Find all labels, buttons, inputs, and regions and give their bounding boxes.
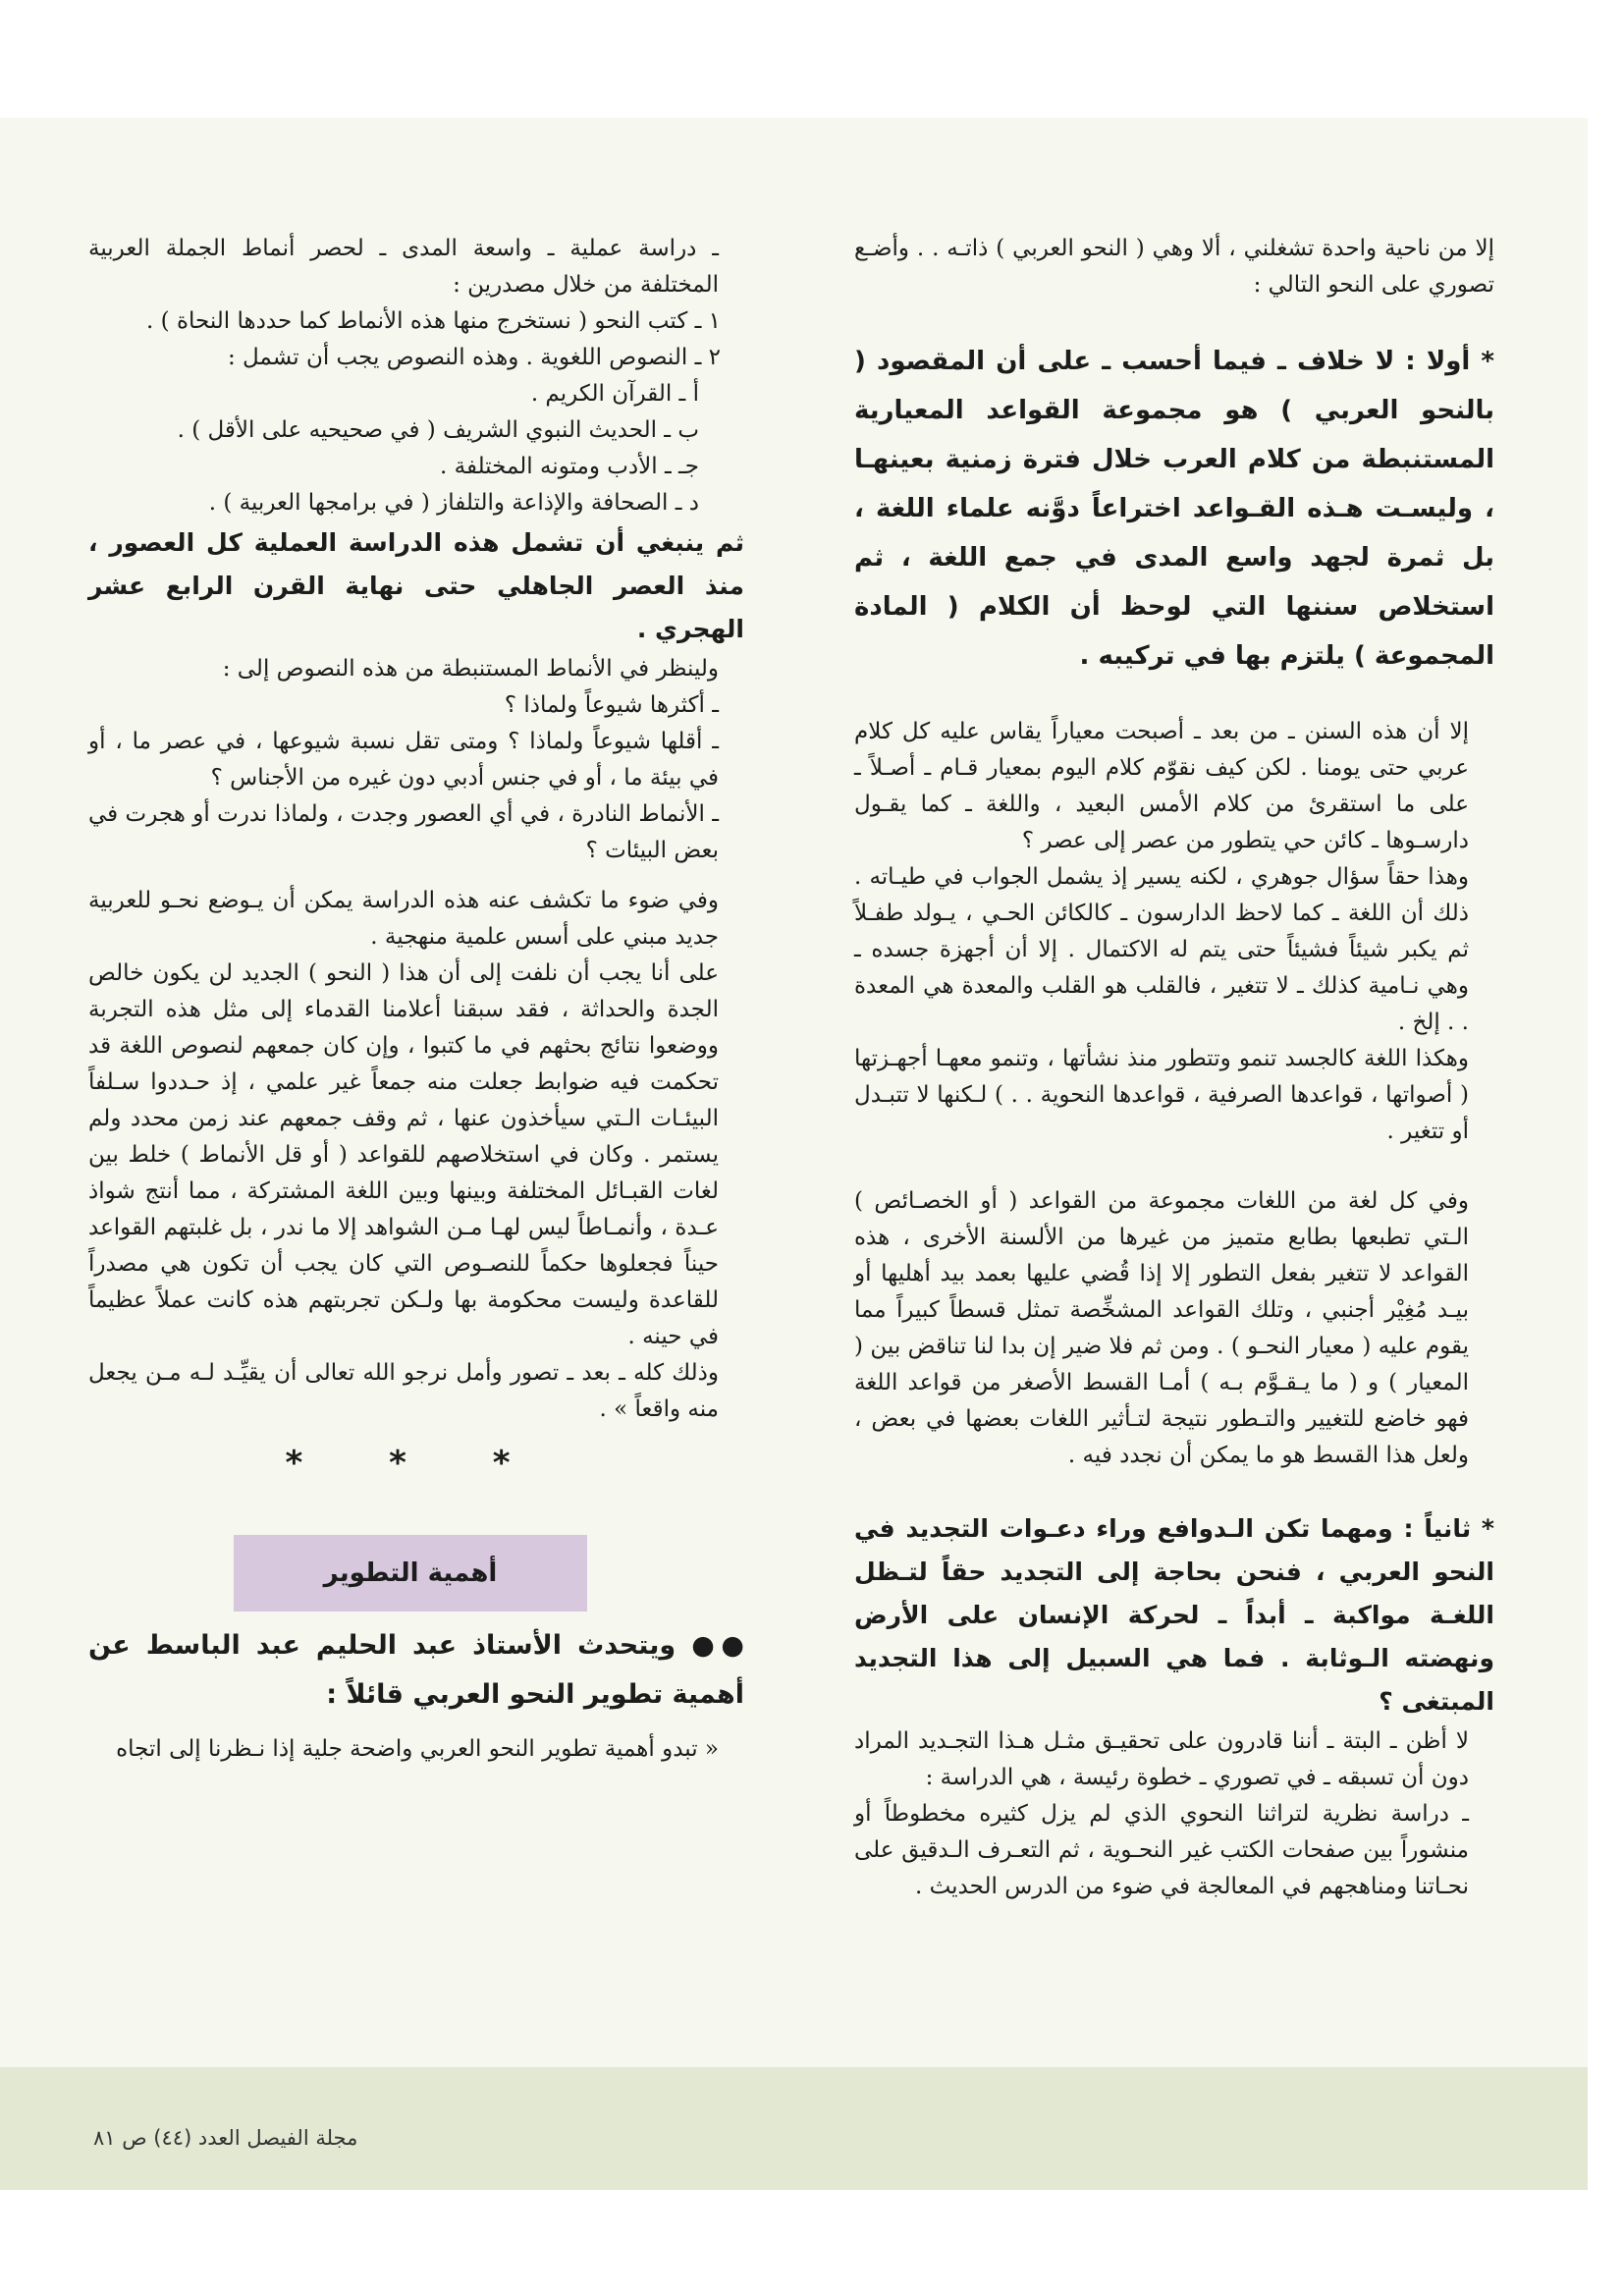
top-margin xyxy=(0,0,1623,118)
paragraph: ـ دراسة نظرية لتراثنا النحوي الذي لم يزل كثيره مخطوطاً أو منشوراً بين صفحات الكتب غير النحـوية ، ثم التعـرف الـدقيق على نحـاتنا ومناهجهم في المعالجة في ضوء من الدرس الحديث . xyxy=(854,1801,1469,1899)
paragraph: ولينظر في الأنماط المستنبطة من هذه النصوص إلى : xyxy=(222,656,719,682)
bold-paragraph: * ثانياً : ومهما تكن الـدوافع وراء دعـوات التجديد في النحو العربي ، فنحن بحاجة إلى التجديد حقاً لتـظل اللغـة مواكبة ـ أبداً ـ لحركة الإنسان على الأرض ونهضته الـوثابة . فما هي السبيل إلى هذا التجديد المبتغى ؟ xyxy=(854,1514,1494,1716)
bold-paragraph: ثم ينبغي أن تشمل هذه الدراسة العملية كل العصور ، منذ العصر الجاهلي حتى نهاية القرن الرابع عشر الهجري . xyxy=(88,528,744,643)
list-item: ١ ـ كتب النحو ( نستخرج منها هذه الأنماط كما حددها النحاة ) . xyxy=(146,308,721,334)
paragraph: وهذا حقاً سؤال جوهري ، لكنه يسير إذ يشمل الجواب في طيـاته . ذلك أن اللغة ـ كما لاحظ الدارسون ـ كالكائن الحـي ، يـولد طفـلاً ثم يكبر شيئاً فشيئاً حتى يتم له الاكتمال . إلا أن أجهزة جسده ـ وهي نـامية كذلك ـ لا تتغير ، فالقلب هو القلب والمعدة هي المعدة . . إلخ . xyxy=(854,864,1469,1035)
right-column xyxy=(854,231,1494,1905)
paragraph: على أنا يجب أن نلفت إلى أن هذا ( النحو ) الجديد لن يكون خالص الجدة والحداثة ، فقد سبقنا أعلامنا القدماء إلى مثل هذه التجربة ووضعوا نتائج بحثهم في ما كتبوا ، وإن كان جمعهم لنصوص اللغة قد تحكمت فيه ضوابط جعلت منه جمعاً غير علمي ، إذ حـددوا سـلفاً البيئـات الـتي سيأخذون عنها ، ثم وقف جمعهم عند زمن محدد ولم يستمر . وكان في استخلاصهم للقواعد ( أو قل الأنماط ) خلط بين لغات القبـائل المختلفة وبينها وبين اللغة المشتركة ، مما أنتج شواذ عـدة ، وأنمـاطاً ليس لهـا مـن الشواهد إلا ما ندر ، بل غلبتهم القواعد حيناً فجعلوها حكماً للنصـوص التي كان يجب أن تكون هي مصدراً للقاعدة وليست محكومة بها ولـكن تجربتهم هذه كانت عملاً عظيماً في حينه . xyxy=(88,960,719,1349)
sub-list-item: أ ـ القرآن الكريم . xyxy=(530,381,699,407)
list-item: ـ أكثرها شيوعاً ولماذا ؟ xyxy=(504,692,719,718)
sub-list-item: د ـ الصحافة والإذاعة والتلفاز ( في برامجها العربية ) . xyxy=(208,490,699,516)
paragraph: إلا من ناحية واحدة تشغلني ، ألا وهي ( النحو العربي ) ذاتـه . . وأضـع تصوري على النحو التالي : xyxy=(854,236,1494,298)
sub-list-item: ب ـ الحديث النبوي الشريف ( في صحيحيه على الأقل ) . xyxy=(177,417,699,443)
section-divider: * * * xyxy=(285,1444,548,1483)
bold-paragraph: * أولا : لا خلاف ـ فيما أحسب ـ على أن المقصود ( بالنحو العربي ) هو مجموعة القواعد المعيارية المستنبطة من كلام العرب خلال فترة زمنية بعينهـا ، وليسـت هـذه القـواعد اختراعاً دوَّنه علماء اللغة ، بل ثمرة لجهد واسع المدى في جمع اللغة ، ثم استخلاص سننها التي لوحظ أن الكلام ( المادة المجموعة ) يلتزم بها في تركيبه . xyxy=(854,347,1494,671)
paragraph: وهكذا اللغة كالجسد تنمو وتتطور منذ نشأتها ، وتنمو معهـا أجهـزتها ( أصواتها ، قواعدها الصرفية ، قواعدها النحوية . . ) لـكنها لا تتبـدل أو تتغير . xyxy=(854,1046,1469,1144)
section-title: أهمية التطوير xyxy=(323,1558,498,1588)
list-item: ـ الأنماط النادرة ، في أي العصور وجدت ، ولماذا ندرت أو هجرت في بعض البيئات ؟ xyxy=(88,801,719,863)
list-item: ـ أقلها شيوعاً ولماذا ؟ ومتى تقل نسبة شيوعها ، في عصر ما ، أو في بيئة ما ، أو في جنس أدبي دون غيره من الأجناس ؟ xyxy=(88,729,719,791)
section-title-box xyxy=(234,1535,587,1612)
left-column xyxy=(88,231,744,1768)
paragraph: وفي ضوء ما تكشف عنه هذه الدراسة يمكن أن يـوضع نحـو للعربية جديد مبني على أسس علمية منهجية . xyxy=(88,888,719,950)
quote-paragraph: « تبدو أهمية تطوير النحو العربي واضحة جلية إذا نـظرنا إلى اتجاه xyxy=(116,1736,719,1762)
paragraph: لا أظن ـ البتة ـ أننا قادرون على تحقيـق مثـل هـذا التجـديد المراد دون أن تسبقه ـ في تصوري ـ خطوة رئيسة ، هي الدراسة : xyxy=(854,1728,1469,1790)
sub-list-item: جـ ـ الأدب ومتونه المختلفة . xyxy=(439,454,699,479)
list-item: ٢ ـ النصوص اللغوية . وهذه النصوص يجب أن تشمل : xyxy=(227,345,721,370)
footer-citation: مجلة الفيصل العدد (٤٤) ص ٨١ xyxy=(93,2126,358,2150)
page-edge xyxy=(1588,118,1623,2067)
lead-paragraph: ●● ويتحدث الأستاذ عبد الحليم عبد الباسط عن أهمية تطوير النحو العربي قائلاً : xyxy=(88,1630,744,1710)
paragraph: وذلك كله ـ بعد ـ تصور وأمل نرجو الله تعالى أن يقيِّـد لـه مـن يجعل منه واقعاً » . xyxy=(88,1360,719,1422)
paragraph: إلا أن هذه السنن ـ من بعد ـ أصبحت معياراً يقاس عليه كل كلام عربي حتى يومنا . لكن كيف نقوّم كلام اليوم بمعيار قـام ـ أصـلاً ـ على ما استقرئ من كلام الأمس البعيد ، واللغة ـ كما يقـول دارسـوها ـ كائن حي يتطور من عصر إلى عصر ؟ xyxy=(854,719,1469,853)
paragraph: ـ دراسة عملية ـ واسعة المدى ـ لحصر أنماط الجملة العربية المختلفة من خلال مصدرين : xyxy=(88,236,719,298)
paragraph: وفي كل لغة من اللغات مجموعة من القواعد ( أو الخصـائص ) الـتي تطبعها بطابع متميز من غيرها من الألسنة الأخرى ، هذه القواعد لا تتغير بفعل التطور إلا إذا قُضي عليها بعمد بيد أهليها أو بيـد مُغِيْر أجنبي ، وتلك القواعد المشخِّصة تمثل قسطاً كبيراً مما يقوم عليه ( معيار النحـو ) . ومن ثم فلا ضير إن بدا لنا تناقض بين ( المعيار ) و ( ما يـقـوَّم بـه ) أمـا القسط الأصغر من قواعد اللغة فهو خاضع للتغيير والتـطور نتيجة لتـأثير اللغات بعضها في بعض ، ولعل هذا القسط هو ما يمكن أن نجدد فيه . xyxy=(854,1188,1469,1468)
